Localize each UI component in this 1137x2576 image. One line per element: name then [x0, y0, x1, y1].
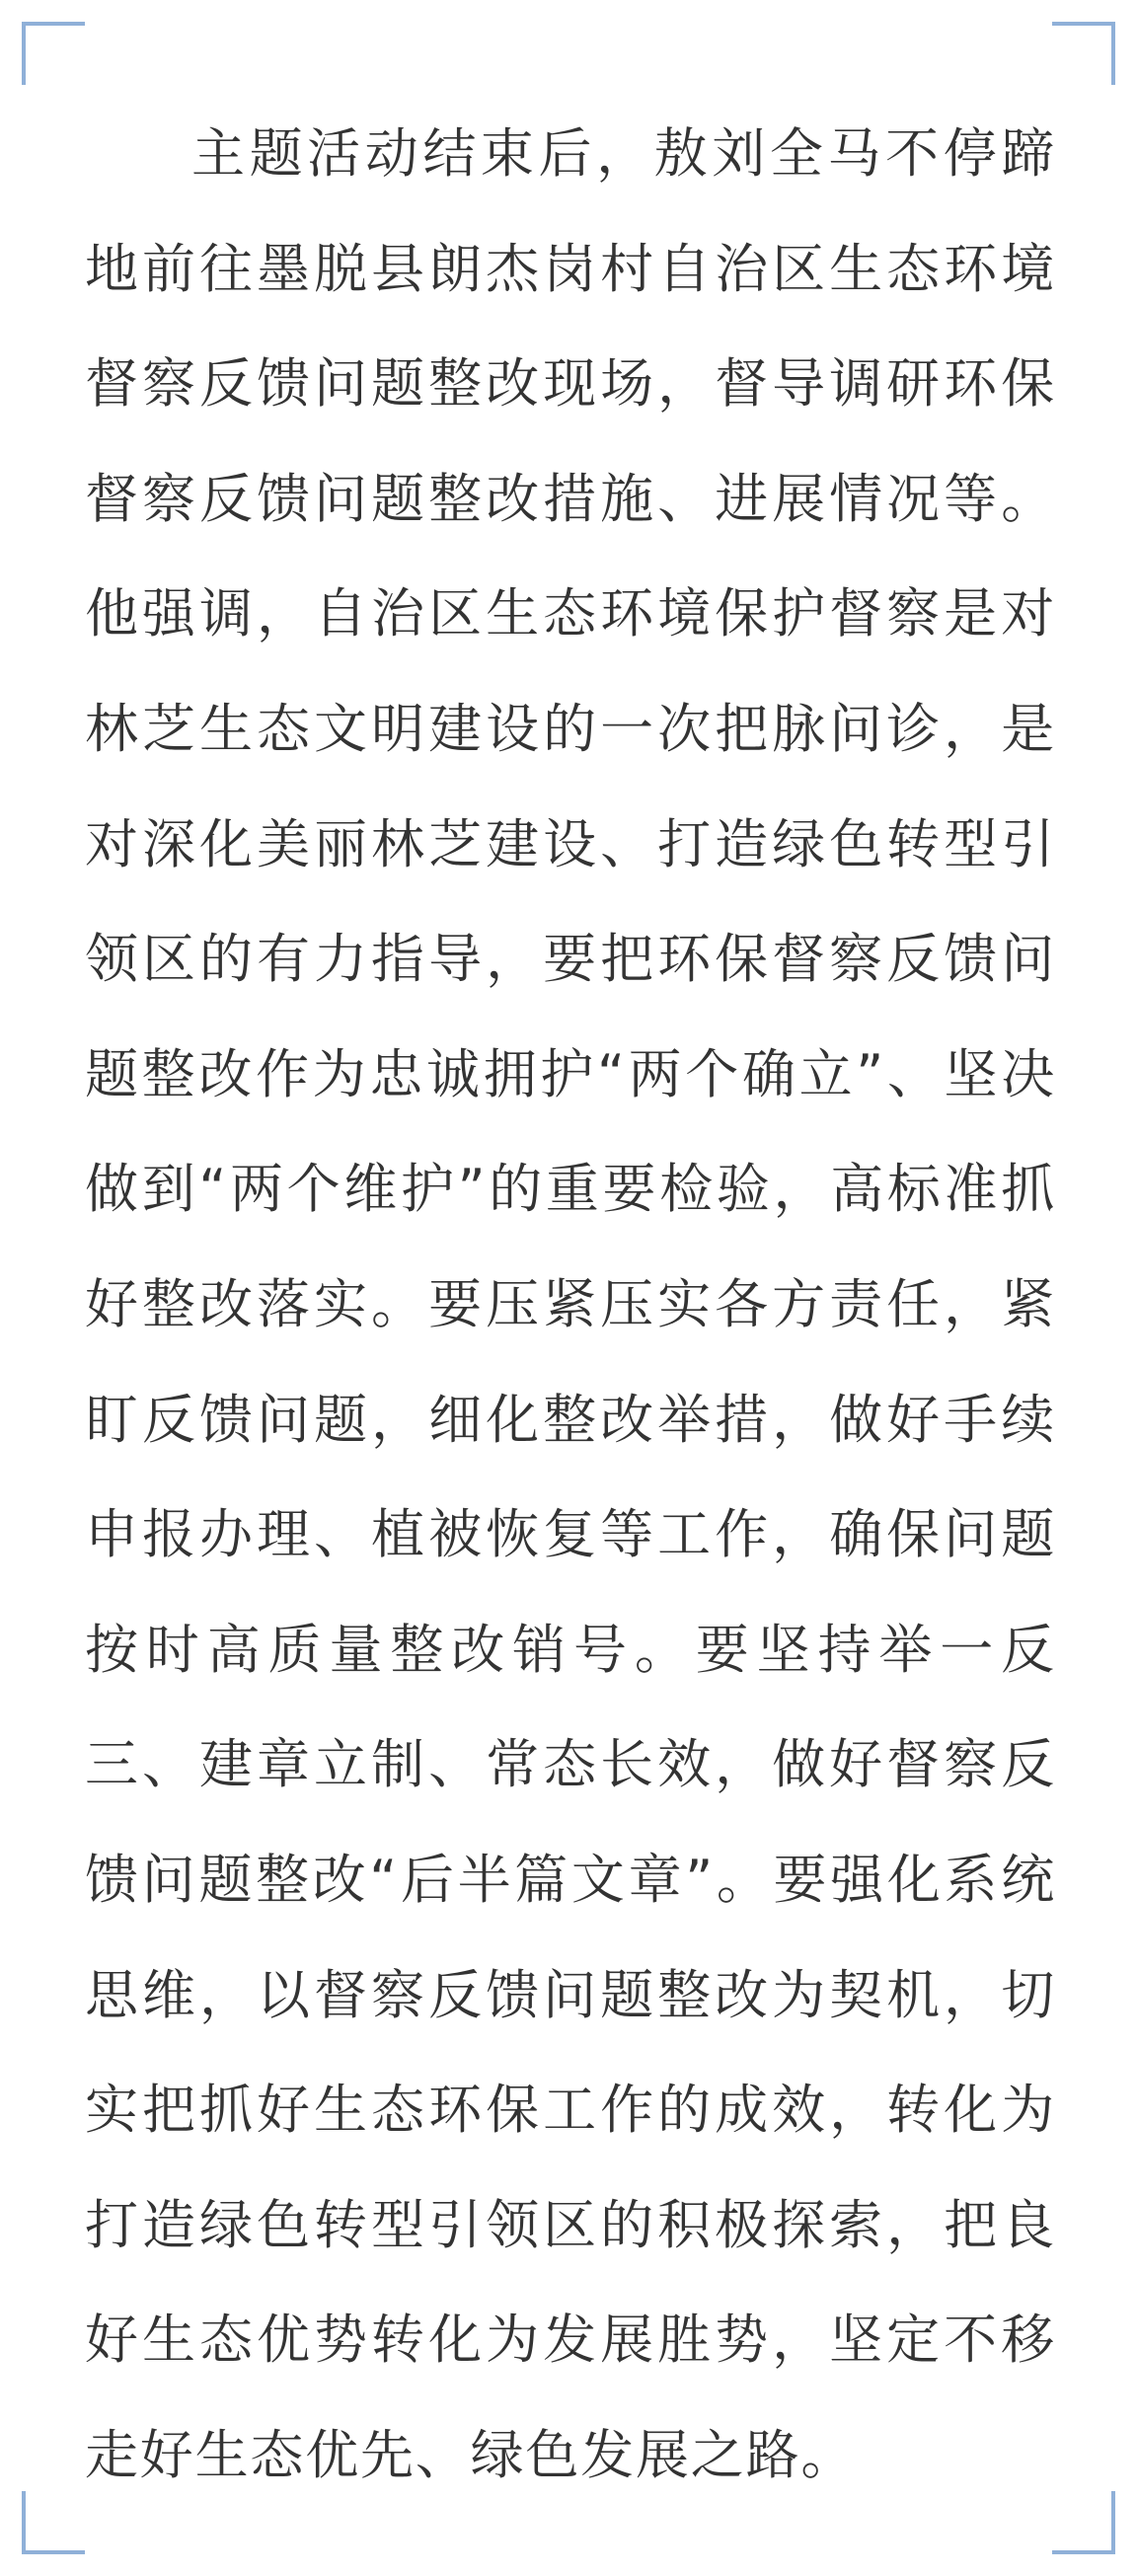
frame-corner-top-left [22, 22, 85, 85]
frame-corner-top-right [1052, 22, 1115, 85]
frame-corner-bottom-left [22, 2491, 85, 2554]
article-body [85, 97, 1056, 2513]
frame-corner-bottom-right [1052, 2491, 1115, 2554]
article-paragraph: 主题活动结束后，敖刘全马不停蹄地前往墨脱县朗杰岗村自治区生态环境督察反馈问题整改现场，督导调研环保督察反馈问题整改措施、进展情况等。他强调，自治区生态环境保护督察是对林芝生态文明建设的一次把脉问诊，是对深化美丽林芝建设、打造绿色转型引领区的有力指导，要把环保督察反馈问题整改作为忠诚拥护“两个确立”、坚决做到“两个维护”的重要检验，高标准抓好整改落实。要压紧压实各方责任，紧盯反馈问题，细化整改举措，做好手续申报办理、植被恢复等工作，确保问题按时高质量整改销号。要坚持举一反三、建章立制、常态长效，做好督察反馈问题整改“后半篇文章”。要强化系统思维，以督察反馈问题整改为契机，切实把抓好生态环保工作的成效，转化为打造绿色转型引领区的积极探索，把良好生态优势转化为发展胜势，坚定不移走好生态优先、绿色发展之路。 [85, 122, 1056, 2486]
